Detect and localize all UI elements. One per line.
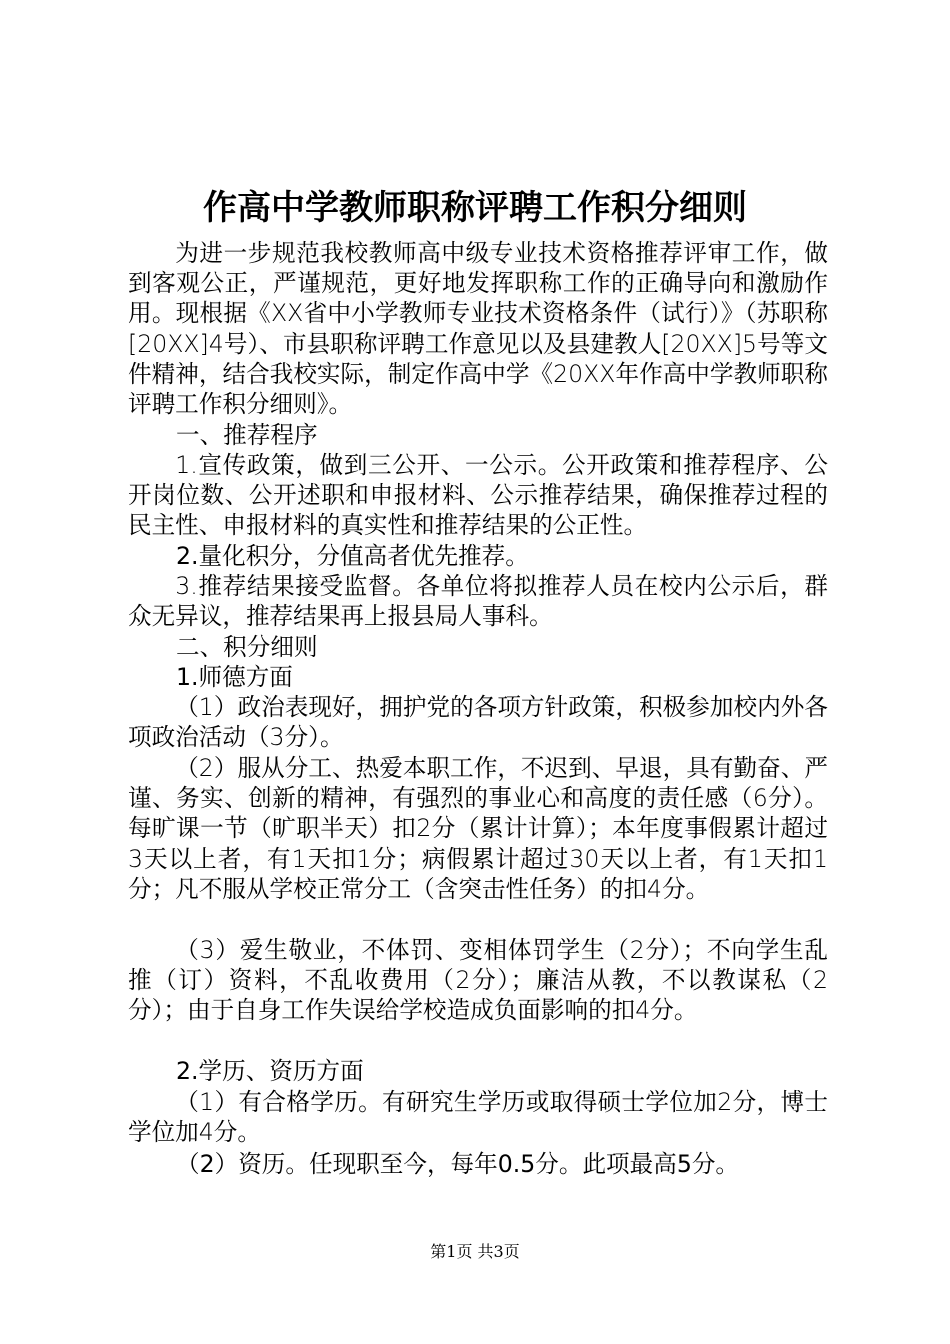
procedure-item-2: 2.量化积分，分值高者优先推荐。 — [176, 542, 529, 570]
section-heading-scoring-rules: 二、积分细则 — [176, 633, 318, 661]
ethics-item-3: （3）爱生敬业，不体罚、变相体罚学生（2分）；不向学生乱推（订）资料，不乱收费用（2分）；廉洁从教，不以教谋私（2分）；由于自身工作失误给学校造成负面影响的扣4分。 — [128, 936, 828, 1025]
ethics-item-2: （2）服从分工、热爱本职工作，不迟到、早退，具有勤奋、严谨、务实、创新的精神，有强烈的事业心和高度的责任感（6分）。每旷课一节（旷职半天）扣2分（累计计算）；本年度事假累计超过3天以上者，有1天扣1分；病假累计超过30天以上者，有1天扣1分；凡不服从学校正常分工（含突击性任务）的扣4分。 — [128, 754, 828, 903]
ethics-item-1: （1）政治表现好，拥护党的各项方针政策，积极参加校内外各项政治活动（3分）。 — [128, 693, 828, 752]
procedure-item-1: 1.宣传政策，做到三公开、一公示。公开政策和推荐程序、公开岗位数、公开述职和申报材料、公示推荐结果，确保推荐过程的民主性、申报材料的真实性和推荐结果的公正性。 — [128, 451, 828, 540]
subsection-heading-ethics: 1.师德方面 — [176, 663, 293, 691]
document-title: 作高中学教师职称评聘工作积分细则 — [203, 188, 747, 228]
procedure-item-3: 3.推荐结果接受监督。各单位将拟推荐人员在校内公示后，群众无异议，推荐结果再上报县局人事科。 — [128, 572, 828, 631]
education-item-1: （1）有合格学历。有研究生学历或取得硕士学位加2分，博士学位加4分。 — [128, 1088, 828, 1147]
intro-paragraph: 为进一步规范我校教师高中级专业技术资格推荐评审工作，做到客观公正，严谨规范，更好地发挥职称工作的正确导向和激励作用。现根据《XX省中小学教师专业技术资格条件（试行）》（苏职称[20XX]4号）、市县职称评聘工作意见以及县建教人[20XX]5号等文件精神，结合我校实际，制定作高中学《20XX年作高中学教师职称评聘工作积分细则》。 — [128, 239, 828, 419]
subsection-heading-education-qualifications: 2.学历、资历方面 — [176, 1057, 364, 1085]
section-heading-recommendation-procedure: 一、推荐程序 — [176, 421, 318, 449]
education-item-2: （2）资历。任现职至今，每年0.5分。此项最高5分。 — [176, 1150, 740, 1178]
page-footer: 第1页 共3页 — [430, 1242, 520, 1261]
